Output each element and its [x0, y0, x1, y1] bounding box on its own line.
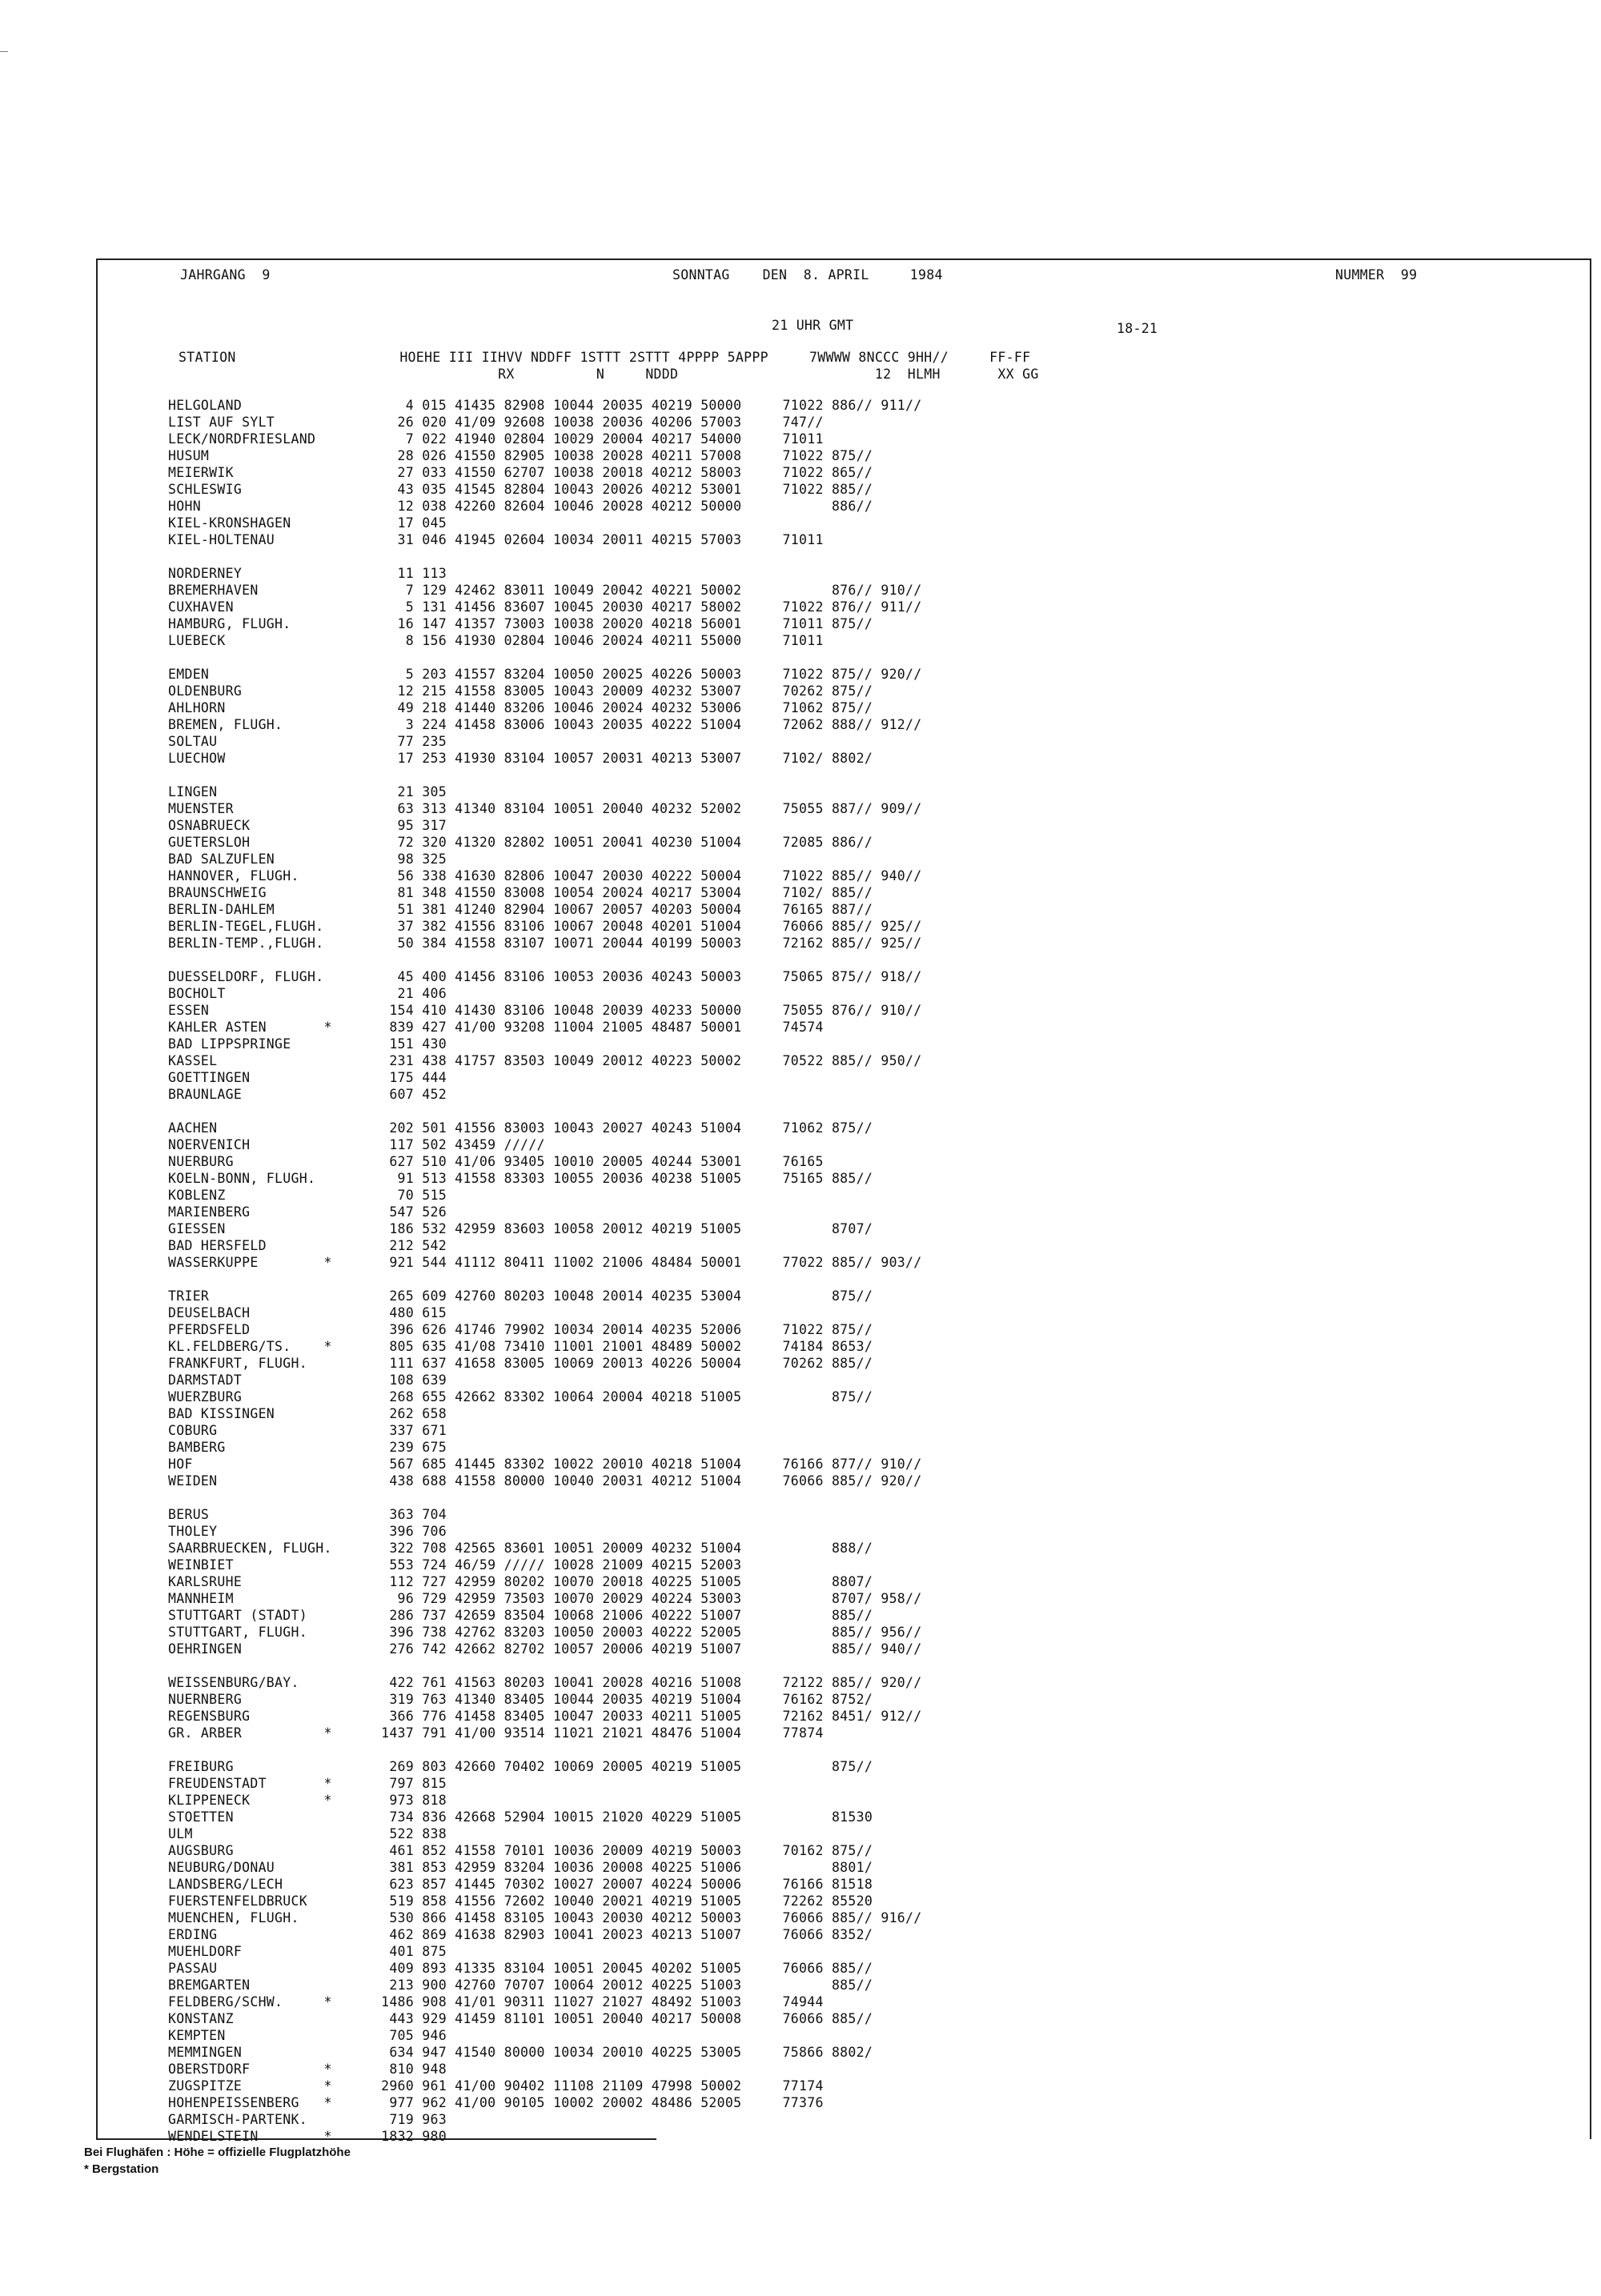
station-row: ERDING 462 869 41638 82903 10041 20023 40213 51007 76066 8352/ [168, 1927, 873, 1942]
station-row: LANDSBERG/LECH 623 857 41445 70302 10027 20007 40224 50006 76166 81518 [168, 1877, 873, 1892]
station-row: KASSEL 231 438 41757 83503 10049 20012 40223 50002 70522 885// 950// [168, 1053, 922, 1068]
station-row: BERLIN-TEMP.,FLUGH. 50 384 41558 83107 10071 20044 40199 50003 72162 885// 925// [168, 936, 922, 951]
station-row: NUERNBERG 319 763 41340 83405 10044 20035 40219 51004 76162 8752/ [168, 1692, 873, 1707]
station-row: EMDEN 5 203 41557 83204 10050 20025 40226 50003 71022 875// 920// [168, 667, 922, 682]
station-row: DEUSELBACH 480 615 [168, 1305, 447, 1320]
station-row: LINGEN 21 305 [168, 784, 447, 799]
station-row: ZUGSPITZE * 2960 961 41/00 90402 11108 21109 47998 50002 77174 [168, 2078, 824, 2094]
station-group [168, 968, 922, 1103]
station-row: NEUBURG/DONAU 381 853 42959 83204 10036 20008 40225 51006 8801/ [168, 1860, 873, 1875]
station-row: HUSUM 28 026 41550 82905 10038 20028 40211 57008 71022 875// [168, 448, 873, 463]
station-row: STUTTGART (STADT) 286 737 42659 83504 10068 21006 40222 51007 885// [168, 1608, 873, 1623]
station-row: KOELN-BONN, FLUGH. 91 513 41558 83303 10055 20036 40238 51005 75165 885// [168, 1171, 873, 1186]
station-row: GOETTINGEN 175 444 [168, 1070, 447, 1085]
station-row: BAD HERSFELD 212 542 [168, 1238, 447, 1253]
station-row: THOLEY 396 706 [168, 1524, 447, 1539]
station-row: NORDERNEY 11 113 [168, 566, 447, 581]
station-row: BRAUNLAGE 607 452 [168, 1087, 447, 1102]
station-row: GARMISCH-PARTENK. 719 963 [168, 2112, 447, 2127]
station-row: BREMERHAVEN 7 129 42462 83011 10049 20042 40221 50002 876// 910// [168, 583, 922, 598]
station-row: ULM 522 838 [168, 1826, 447, 1841]
station-row: NUERBURG 627 510 41/06 93405 10010 20005 40244 53001 76165 [168, 1154, 824, 1169]
observation-time: 21 UHR GMT [772, 318, 854, 333]
station-row: COBURG 337 671 [168, 1423, 447, 1438]
station-row: HOF 567 685 41445 83302 10022 20010 40218 51004 76166 877// 910// [168, 1457, 922, 1472]
station-group [168, 1674, 922, 1741]
station-row: WASSERKUPPE * 921 544 41112 80411 11002 21006 48484 50001 77022 885// 903// [168, 1255, 922, 1270]
station-row: MEIERWIK 27 033 41550 62707 10038 20018 40212 58003 71022 865// [168, 465, 873, 480]
station-row: HOHENPEISSENBERG * 977 962 41/00 90105 10002 20002 48486 52005 77376 [168, 2095, 824, 2110]
station-row: HELGOLAND 4 015 41435 82908 10044 20035 40219 50000 71022 886// 911// [168, 398, 922, 413]
station-row: BAD SALZUFLEN 98 325 [168, 851, 447, 867]
station-row: LUEBECK 8 156 41930 02804 10046 20024 40211 55000 71011 [168, 633, 824, 648]
station-row: KIEL-HOLTENAU 31 046 41945 02604 10034 20011 40215 57003 71011 [168, 532, 824, 547]
station-row: BAD KISSINGEN 262 658 [168, 1406, 447, 1421]
footnote-mountain-station: * Bergstation [84, 2162, 159, 2176]
station-row: MUENSTER 63 313 41340 83104 10051 20040 40232 52002 75055 887// 909// [168, 801, 922, 816]
column-headers-line2: RX N NDDD 12 HLMH XX GG [179, 367, 1039, 382]
station-row: GUETERSLOH 72 320 41320 82802 10051 20041 40230 51004 72085 886// [168, 835, 873, 850]
station-row: MARIENBERG 547 526 [168, 1204, 447, 1220]
station-row: OLDENBURG 12 215 41558 83005 10043 20009 40232 53007 70262 875// [168, 683, 873, 699]
station-row: SOLTAU 77 235 [168, 734, 447, 749]
station-row: HOHN 12 038 42260 82604 10046 20028 40212 50000 886// [168, 499, 873, 514]
station-row: KONSTANZ 443 929 41459 81101 10051 20040 40217 50008 76066 885// [168, 2011, 873, 2026]
station-group [168, 783, 922, 952]
station-row: STUTTGART, FLUGH. 396 738 42762 83203 10050 20003 40222 52005 885// 956// [168, 1625, 922, 1640]
jahrgang-label: JAHRGANG 9 [180, 267, 271, 282]
station-row: DARMSTADT 108 639 [168, 1372, 447, 1388]
station-row: BERLIN-TEGEL,FLUGH. 37 382 41556 83106 10067 20048 40201 51004 76066 885// 925// [168, 919, 922, 934]
station-row: PASSAU 409 893 41335 83104 10051 20045 40202 51005 76066 885// [168, 1961, 873, 1976]
gust-time-range: 18-21 [1117, 321, 1158, 336]
station-row: ESSEN 154 410 41430 83106 10048 20039 40233 50000 75055 876// 910// [168, 1003, 922, 1018]
station-row: WEIDEN 438 688 41558 80000 10040 20031 40212 51004 76066 885// 920// [168, 1473, 922, 1489]
station-row: BAD LIPPSPRINGE 151 430 [168, 1036, 447, 1052]
station-group [168, 1288, 922, 1489]
station-row: FELDBERG/SCHW. * 1486 908 41/01 90311 11027 21027 48492 51003 74944 [168, 1994, 824, 2010]
station-row: LUECHOW 17 253 41930 83104 10057 20031 40213 53007 7102/ 8802/ [168, 751, 873, 766]
margin-mark [0, 51, 8, 52]
station-row: KARLSRUHE 112 727 42959 80202 10070 20018 40225 51005 8807/ [168, 1574, 873, 1589]
station-row: PFERDSFELD 396 626 41746 79902 10034 20014 40235 52006 71022 875// [168, 1322, 873, 1337]
station-row: KL.FELDBERG/TS. * 805 635 41/08 73410 11001 21001 48489 50002 74184 8653/ [168, 1339, 873, 1354]
station-row: AUGSBURG 461 852 41558 70101 10036 20009 40219 50003 70162 875// [168, 1843, 873, 1858]
date-label: SONNTAG DEN 8. APRIL 1984 [672, 267, 943, 282]
station-row: SCHLESWIG 43 035 41545 82804 10043 20026 40212 53001 71022 885// [168, 482, 873, 497]
station-row: MEMMINGEN 634 947 41540 80000 10034 20010 40225 53005 75866 8802/ [168, 2045, 873, 2060]
station-row: OEHRINGEN 276 742 42662 82702 10057 20006 40219 51007 885// 940// [168, 1641, 922, 1657]
station-row: MUEHLDORF 401 875 [168, 1944, 447, 1959]
station-row: BOCHOLT 21 406 [168, 986, 447, 1001]
station-row: KLIPPENECK * 973 818 [168, 1793, 447, 1808]
station-row: BAMBERG 239 675 [168, 1440, 447, 1455]
station-row: KAHLER ASTEN * 839 427 41/00 93208 11004 21005 48487 50001 74574 [168, 1020, 824, 1035]
station-group [168, 397, 922, 548]
station-row: DUESSELDORF, FLUGH. 45 400 41456 83106 10053 20036 40243 50003 75065 875// 918// [168, 969, 922, 984]
station-row: HAMBURG, FLUGH. 16 147 41357 73003 10038 20020 40218 56001 71011 875// [168, 616, 873, 631]
station-row: KIEL-KRONSHAGEN 17 045 [168, 515, 447, 531]
station-row: FREUDENSTADT * 797 815 [168, 1776, 447, 1791]
station-row: KOBLENZ 70 515 [168, 1188, 447, 1203]
station-row: AACHEN 202 501 41556 83003 10043 20027 40243 51004 71062 875// [168, 1120, 873, 1136]
station-row: GIESSEN 186 532 42959 83603 10058 20012 40219 51005 8707/ [168, 1221, 873, 1236]
station-row: WEISSENBURG/BAY. 422 761 41563 80203 10041 20028 40216 51008 72122 885// 920// [168, 1675, 922, 1690]
station-row: WENDELSTEIN * 1832 980 [168, 2129, 447, 2144]
station-row: OSNABRUECK 95 317 [168, 818, 447, 833]
station-group [168, 1758, 922, 2145]
station-row: NOERVENICH 117 502 43459 ///// [168, 1137, 545, 1152]
column-headers-line1: STATION HOEHE III IIHVV NDDFF 1STTT 2STTT 4PPPP 5APPP 7WWWW 8NCCC 9HH// FF-FF [179, 350, 1031, 365]
station-row: AHLHORN 49 218 41440 83206 10046 20024 40232 53006 71062 875// [168, 700, 873, 715]
station-row: LECK/NORDFRIESLAND 7 022 41940 02804 10029 20004 40217 54000 71011 [168, 431, 824, 447]
station-row: BERLIN-DAHLEM 51 381 41240 82904 10067 20057 40203 50004 76165 887// [168, 902, 873, 917]
station-row: MANNHEIM 96 729 42959 73503 10070 20029 40224 53003 8707/ 958// [168, 1591, 922, 1606]
station-row: TRIER 265 609 42760 80203 10048 20014 40235 53004 875// [168, 1288, 873, 1304]
station-row: REGENSBURG 366 776 41458 83405 10047 20033 40211 51005 72162 8451/ 912// [168, 1709, 922, 1724]
station-row: BRAUNSCHWEIG 81 348 41550 83008 10054 20024 40217 53004 7102/ 885// [168, 885, 873, 900]
station-row: FRANKFURT, FLUGH. 111 637 41658 83005 10069 20013 40226 50004 70262 885// [168, 1356, 873, 1371]
station-row: BREMGARTEN 213 900 42760 70707 10064 20012 40225 51003 885// [168, 1977, 873, 1993]
station-row: SAARBRUECKEN, FLUGH. 322 708 42565 83601 10051 20009 40232 51004 888// [168, 1541, 873, 1556]
station-group [168, 1506, 922, 1657]
issue-number: NUMMER 99 [1335, 267, 1418, 282]
station-row: MUENCHEN, FLUGH. 530 866 41458 83105 10043 20030 40212 50003 76066 885// 916// [168, 1910, 922, 1925]
station-row: BERUS 363 704 [168, 1507, 447, 1522]
station-row: OBERSTDORF * 810 948 [168, 2062, 447, 2077]
station-row: GR. ARBER * 1437 791 41/00 93514 11021 21021 48476 51004 77874 [168, 1725, 824, 1741]
station-row: WUERZBURG 268 655 42662 83302 10064 20004 40218 51005 875// [168, 1389, 873, 1404]
station-table [168, 397, 922, 2145]
station-row: WEINBIET 553 724 46/59 ///// 10028 21009 40215 52003 [168, 1557, 742, 1573]
station-group [168, 1120, 922, 1271]
station-row: KEMPTEN 705 946 [168, 2028, 447, 2043]
footnote-airport-height: Bei Flughäfen : Höhe = offizielle Flugplatzhöhe [84, 2146, 351, 2159]
station-row: FREIBURG 269 803 42660 70402 10069 20005 40219 51005 875// [168, 1759, 873, 1774]
station-group [168, 565, 922, 649]
station-row: HANNOVER, FLUGH. 56 338 41630 82806 10047 20030 40222 50004 71022 885// 940// [168, 868, 922, 884]
station-row: LIST AUF SYLT 26 020 41/09 92608 10038 20036 40206 57003 747// [168, 415, 824, 430]
station-row: BREMEN, FLUGH. 3 224 41458 83006 10043 20035 40222 51004 72062 888// 912// [168, 717, 922, 732]
station-row: CUXHAVEN 5 131 41456 83607 10045 20030 40217 58002 71022 876// 911// [168, 599, 922, 615]
station-row: STOETTEN 734 836 42668 52904 10015 21020 40229 51005 81530 [168, 1809, 873, 1825]
station-group [168, 666, 922, 767]
station-row: FUERSTENFELDBRUCK 519 858 41556 72602 10040 20021 40219 51005 72262 85520 [168, 1893, 873, 1909]
